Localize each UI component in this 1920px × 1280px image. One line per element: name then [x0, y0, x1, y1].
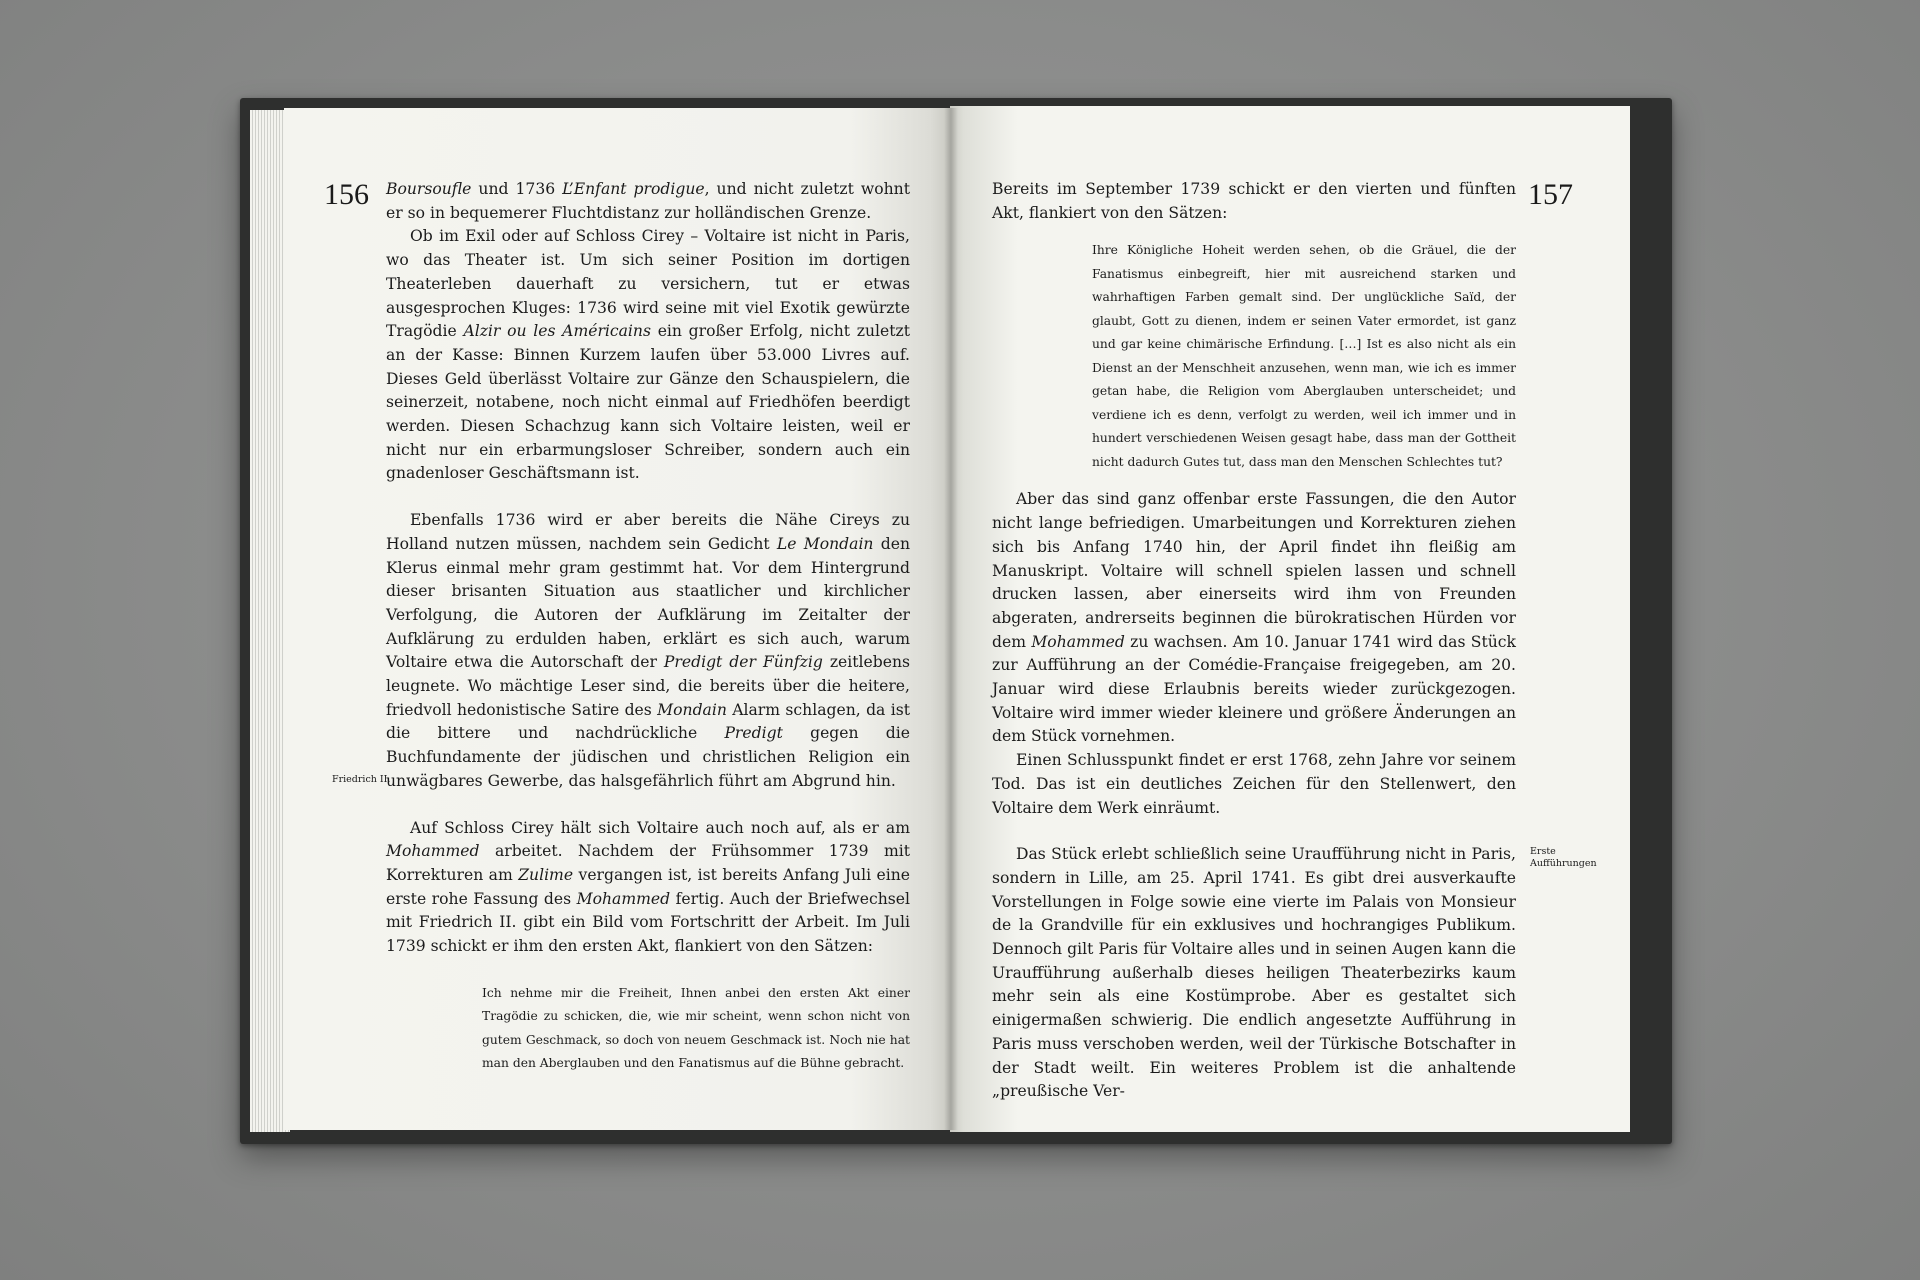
- margin-note-friedrich: Friedrich II.: [332, 774, 391, 785]
- paragraph-gap: [992, 225, 1516, 239]
- text-run: , und nicht zuletzt wohnt er so in bequemerer Fluchtdistanz zur holländischen Grenze.: [386, 180, 910, 222]
- paragraph: [992, 843, 1516, 1104]
- paragraph-intro: Bereits im September 1739 schickt er den vierten und fünften Akt, flankiert von den Sätzen:: [992, 180, 1516, 222]
- italic-title: Mohammed: [1031, 632, 1125, 651]
- block-quote: Ihre Königliche Hoheit werden sehen, ob die Gräuel, die der Fanatismus einbegreift, hier mit ausreichend starken und wahrhaftigen Farben gemalt sind. Der unglückliche Saïd, der glaubt, Gott zu dienen, indem er seinen Vater ermordet, ist ganz und gar keine chimärische Erfindung. […] Ist es also nicht als ein Dienst an der Menschheit anzusehen, wenn man, wie ich es immer getan habe, die Religion vom Aberglauben unterscheidet; und verdiene ich es denn, verfolgt zu werden, weil ich immer und in hundert verschiedenen Weisen gesagt habe, dass man der Gottheit nicht dadurch Gutes tut, dass man den Menschen Schlechtes tut?: [1092, 243, 1516, 469]
- text-run: ein großer Erfolg, nicht zuletzt an der Kasse: Binnen Kurzem laufen über 53.000 Livres auf. Dieses Geld überlässt Voltaire zur Gänze den Schauspielern, die seinerzeit, notabene, noch nicht einmal auf Friedhöfen beerdigt werden. Diesen Schachzug kann sich Voltaire leisten, weil er nicht nur ein erbarmungsloser Schreiber, sondern auch ein gnadenloser Geschäftsmann ist.: [386, 322, 910, 483]
- italic-title: Predigt: [724, 724, 783, 743]
- text-run: Auf Schloss Cirey hält sich Voltaire auch noch auf, als er am: [410, 818, 910, 837]
- page-number-right: 157: [1528, 178, 1573, 211]
- paragraph: [386, 225, 910, 486]
- page-number-left: 156: [324, 178, 369, 211]
- text-run: Ebenfalls 1736 wird er aber bereits die Nähe Cireys zu Holland nutzen müssen, nachdem sein Gedicht: [386, 511, 910, 553]
- italic-title: L’Enfant prodigue: [562, 180, 705, 198]
- margin-note-line: Erste: [1530, 846, 1556, 857]
- text-run: Einen Schlusspunkt findet er erst 1768, zehn Jahre vor seinem Tod. Das ist ein deutliches Zeichen für den Stellenwert, den Voltaire dem Werk einräumt.: [992, 751, 1516, 817]
- text-run: zu wachsen. Am 10. Januar 1741 wird das Stück zur Aufführung an der Comédie-Française freigegeben, am 20. Januar wird diese Erlaubnis bereits wieder zurückgezogen. Voltaire wird immer wieder kleinere und größere Änderungen an dem Stück vornehmen.: [992, 632, 1516, 746]
- margin-note-line: Aufführungen: [1530, 858, 1597, 869]
- paragraph-gap: [386, 794, 910, 817]
- italic-title: Mohammed: [576, 889, 671, 908]
- book-gutter: [944, 108, 958, 1130]
- paragraph: [386, 817, 910, 959]
- text-run: fertig. Auch der Briefwechsel mit Friedrich II. gibt ein Bild vom Fortschritt der Arbeit. Im Juli 1739 schickt er ihm den ersten Akt, flankiert von den Sätzen:: [386, 889, 910, 956]
- text-run: gegen die Buchfundamente der jüdischen und christlichen Religion ein unwägbares Gewerbe, das halsgefährlich führt am Abgrund hin.: [386, 724, 911, 790]
- paragraph: [992, 749, 1516, 820]
- italic-title: Predigt der Fünfzig: [663, 653, 823, 672]
- italic-title: Mohammed: [386, 842, 480, 861]
- margin-note-erste-auffuehrungen: [1530, 846, 1620, 870]
- italic-title: Mondain: [657, 700, 727, 719]
- italic-title: Zulime: [518, 865, 574, 884]
- paragraph: [992, 488, 1516, 749]
- text-run: arbeitet. Nachdem der Frühsommer 1739 mit Korrekturen am: [386, 842, 910, 884]
- text-run: Das Stück erlebt schließlich seine Uraufführung nicht in Paris, sondern in Lille, am 25. April 1741. Es gibt drei ausverkaufte Vorstellungen in Folge sowie eine vierte im Palais von Monsieur de la Grandville für ein exklusives und hochrangiges Publikum. Dennoch gilt Paris für Voltaire alles und in seinen Augen kann die Uraufführung außerhalb dieses heiligen Theaterbezirks kaum mehr sein als eine Kostümprobe. Aber es gestaltet sich einigermaßen schwierig. Die endlich angesetzte Aufführung in Paris muss verschoben werden, weil der Türkische Botschafter in der Stadt weilt. Ein weiteres Problem ist die anhaltende „preußische Ver-: [992, 845, 1516, 1101]
- text-run: Ob im Exil oder auf Schloss Cirey – Voltaire ist nicht in Paris, wo das Theater ist. Um sich seiner Position im dortigen Theaterleben dauerhaft zu versichern, tut er etwas ausgesprochen Kluges: 1736 wird seine mit viel Exotik gewürzte Tragödie: [386, 227, 910, 341]
- italic-title: Alzir ou les Américains: [463, 322, 651, 341]
- text-run: zeitlebens leugnete. Wo mächtige Leser sind, die bereits über die heitere, friedvoll hedonistische Satire des: [386, 653, 910, 719]
- paragraph-gap: [386, 959, 910, 982]
- paragraph-gap: [992, 820, 1516, 843]
- text-run: und 1736: [471, 180, 563, 198]
- right-body-text: [992, 178, 1516, 1104]
- text-run: Alarm schlagen, da ist die bittere und nachdrückliche: [386, 700, 910, 743]
- paragraph-gap: [386, 486, 910, 509]
- text-run: Aber das sind ganz offenbar erste Fassungen, die den Autor nicht lange befriedigen. Umarbeitungen und Korrekturen ziehen sich bis Anfang 1740 hin, der April findet ihn fleißig am Manuskript. Voltaire will schnell spielen lassen und schnell drucken lassen, aber einerseits wird ihm von Freunden abgeraten, andrerseits beginnen die bürokratischen Hürden vor dem: [992, 490, 1516, 651]
- paragraph: [386, 509, 910, 793]
- text-run: den Klerus einmal mehr gram gestimmt hat. Vor dem Hintergrund dieser brisanten Situation aus staatlicher und kirchlicher Verfolgung, die Autoren der Aufklärung im Zeitalter der Aufklärung zu erdulden haben, erklärt es sich auch, warum Voltaire etwa die Autorschaft der: [386, 534, 911, 672]
- paragraph-gap: [992, 474, 1516, 488]
- block-quote: Ich nehme mir die Freiheit, Ihnen anbei den ersten Akt einer Tragödie zu schicken, die, wie mir scheint, wenn schon nicht von gutem Geschmack, so doch von neuem Geschmack ist. Noch nie hat man den Aberglauben und den Fanatismus auf die Bühne gebracht.: [482, 985, 910, 1071]
- paragraph: [386, 178, 910, 225]
- text-run: vergangen ist, ist bereits Anfang Juli eine erste rohe Fassung des: [386, 865, 910, 908]
- italic-title: Le Mondain: [776, 534, 874, 553]
- left-body-text: [386, 178, 910, 1076]
- italic-title: Boursoufle: [386, 180, 472, 198]
